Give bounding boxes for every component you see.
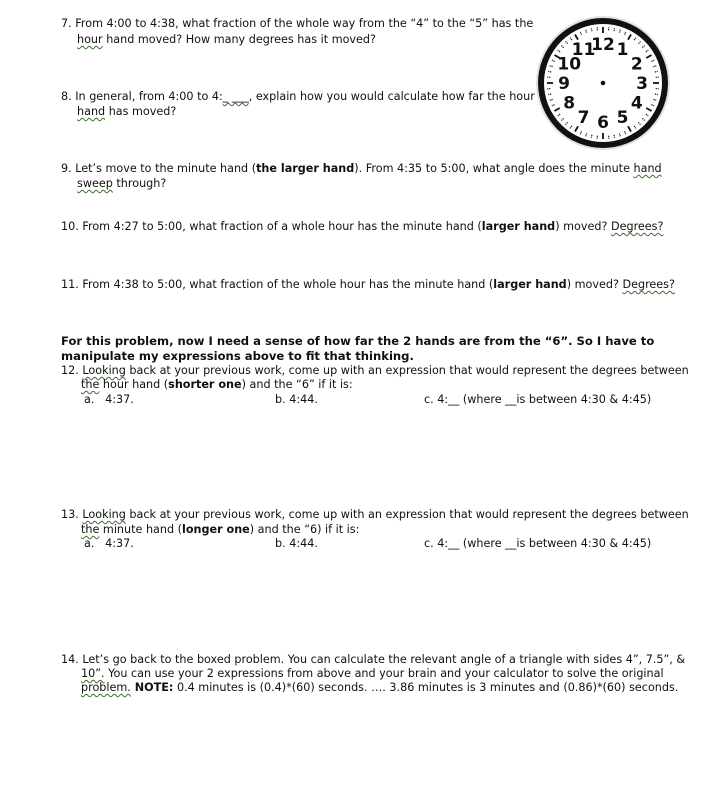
clock-center-dot bbox=[601, 81, 606, 86]
question-14-line-2: 10”. You can use your 2 expressions from above and your brain and your calculator to solve the original bbox=[81, 667, 664, 680]
question-10: 10. From 4:27 to 5:00, what fraction of a whole hour has the minute hand (larger hand) moved? Degrees? bbox=[61, 220, 664, 233]
question-9-line-2: sweep through? bbox=[77, 177, 167, 190]
clock-number-7: 7 bbox=[577, 107, 590, 128]
question-12-line-1: 12. Looking back at your previous work, come up with an expression that would represent the degrees between bbox=[61, 364, 689, 377]
clock-number-1: 1 bbox=[616, 40, 629, 61]
question-13-line-2: the minute hand (longer one) and the “6) if it is: bbox=[81, 523, 360, 536]
question-9-line-1: 9. Let’s move to the minute hand (the larger hand). From 4:35 to 5:00, what angle does the minute hand bbox=[61, 162, 662, 175]
clock-number-8: 8 bbox=[563, 93, 576, 114]
clock-number-12: 12 bbox=[591, 35, 615, 55]
question-7-line-2: hour hand moved? How many degrees has it moved? bbox=[77, 33, 376, 46]
clock-number-6: 6 bbox=[597, 113, 609, 133]
clock-number-2: 2 bbox=[630, 54, 643, 75]
clock-number-9: 9 bbox=[558, 74, 570, 94]
question-11: 11. From 4:38 to 5:00, what fraction of the whole hour has the minute hand (larger hand) moved? Degrees? bbox=[61, 278, 675, 291]
question-13-option-a: a. 4:37. bbox=[84, 537, 134, 550]
question-7-line-1: 7. From 4:00 to 4:38, what fraction of the whole way from the “4” to the “5” has the bbox=[61, 17, 534, 30]
clock-number-11: 11 bbox=[571, 40, 596, 61]
question-12-option-b: b. 4:44. bbox=[275, 393, 318, 406]
clock-number-4: 4 bbox=[630, 93, 643, 114]
question-14-line-1: 14. Let’s go back to the boxed problem. You can calculate the relevant angle of a triangle with sides 4”, 7.5”, & bbox=[61, 653, 686, 666]
question-12-line-2: the hour hand (shorter one) and the “6” if it is: bbox=[81, 378, 353, 391]
section-intro-line-1: For this problem, now I need a sense of how far the 2 hands are from the “6”. So I have to bbox=[61, 334, 655, 348]
clock-number-5: 5 bbox=[616, 107, 629, 128]
question-8-line-2: hand has moved? bbox=[77, 105, 177, 118]
question-12-option-a: a. 4:37. bbox=[84, 393, 134, 406]
clock-number-10: 10 bbox=[557, 54, 582, 75]
question-8-line-1: 8. In general, from 4:00 to 4:_ ___, explain how you would calculate how far the hour bbox=[61, 90, 535, 103]
clock-face-illustration bbox=[533, 13, 673, 153]
question-14-line-3: problem. NOTE: 0.4 minutes is (0.4)*(60) seconds. …. 3.86 minutes is 3 minutes and (0.86)*(60) seconds. bbox=[81, 681, 679, 694]
question-12-option-c: c. 4:__ (where __is between 4:30 & 4:45) bbox=[424, 393, 652, 406]
section-intro-line-2: manipulate my expressions above to fit that thinking. bbox=[61, 349, 414, 363]
question-13-line-1: 13. Looking back at your previous work, come up with an expression that would represent the degrees between bbox=[61, 508, 689, 521]
clock-number-3: 3 bbox=[636, 74, 648, 94]
question-13-option-b: b. 4:44. bbox=[275, 537, 318, 550]
question-13-option-c: c. 4:__ (where __is between 4:30 & 4:45) bbox=[424, 537, 652, 550]
